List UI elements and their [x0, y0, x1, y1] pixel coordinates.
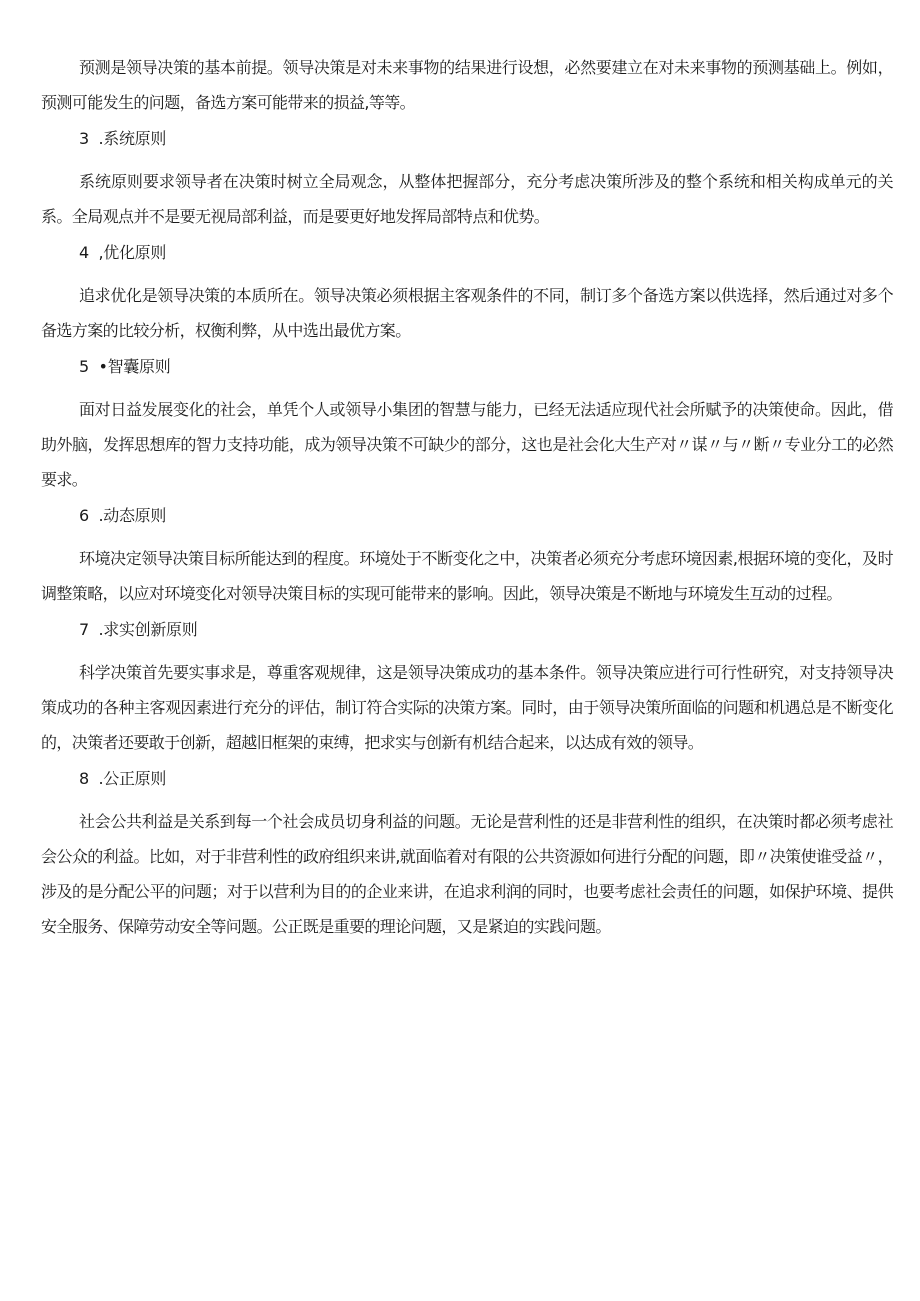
paragraph-prediction: 预测是领导决策的基本前提。领导决策是对未来事物的结果进行设想，必然要建立在对未来事物的预测基础上。例如，预测可能发生的问题，备选方案可能带来的损益,等等。: [41, 58, 893, 112]
heading-system-principle: 3 .系统原则: [79, 129, 167, 148]
heading-pragmatic-innovation-principle: 7 .求实创新原则: [79, 620, 198, 639]
paragraph-think-tank-principle: 面对日益发展变化的社会，单凭个人或领导小集团的智慧与能力，已经无法适应现代社会所赋予的决策使命。因此，借助外脑，发挥思想库的智力支持功能，成为领导决策不可缺少的部分，这也是社会化大生产对〃谋〃与〃断〃专业分工的必然要求。: [41, 400, 893, 489]
heading-think-tank-principle: 5 •智囊原则: [79, 357, 171, 376]
heading-optimization-principle: 4 ,优化原则: [79, 243, 167, 262]
paragraph-system-principle: 系统原则要求领导者在决策时树立全局观念，从整体把握部分，充分考虑决策所涉及的整个系统和相关构成单元的关系。全局观点并不是要无视局部利益，而是要更好地发挥局部特点和优势。: [41, 172, 893, 226]
heading-dynamic-principle: 6 .动态原则: [79, 506, 167, 525]
paragraph-fairness-principle: 社会公共利益是关系到每一个社会成员切身利益的问题。无论是营利性的还是非营利性的组织，在决策时都必须考虑社会公众的利益。比如，对于非营利性的政府组织来讲,就面临着对有限的公共资源如何进行分配的问题，即〃决策使谁受益〃，涉及的是分配公平的问题；对于以营利为目的的企业来讲，在追求利润的同时，也要考虑社会责任的问题，如保护环境、提供安全服务、保障劳动安全等问题。公正既是重要的理论问题，又是紧迫的实践问题。: [41, 812, 893, 936]
paragraph-dynamic-principle: 环境决定领导决策目标所能达到的程度。环境处于不断变化之中，决策者必须充分考虑环境因素,根据环境的变化，及时调整策略，以应对环境变化对领导决策目标的实现可能带来的影响。因此，领导决策是不断地与环境发生互动的过程。: [41, 549, 893, 603]
paragraph-optimization-principle: 追求优化是领导决策的本质所在。领导决策必须根据主客观条件的不同，制订多个备选方案以供选择，然后通过对多个备选方案的比较分析，权衡利弊，从中选出最优方案。: [41, 286, 893, 340]
paragraph-pragmatic-innovation-principle: 科学决策首先要实事求是，尊重客观规律，这是领导决策成功的基本条件。领导决策应进行可行性研究，对支持领导决策成功的各种主客观因素进行充分的评估，制订符合实际的决策方案。同时，由于领导决策所面临的问题和机遇总是不断变化的，决策者还要敢于创新，超越旧框架的束缚，把求实与创新有机结合起来，以达成有效的领导。: [41, 663, 893, 752]
document-body: [41, 50, 893, 944]
heading-fairness-principle: 8 .公正原则: [79, 769, 167, 788]
